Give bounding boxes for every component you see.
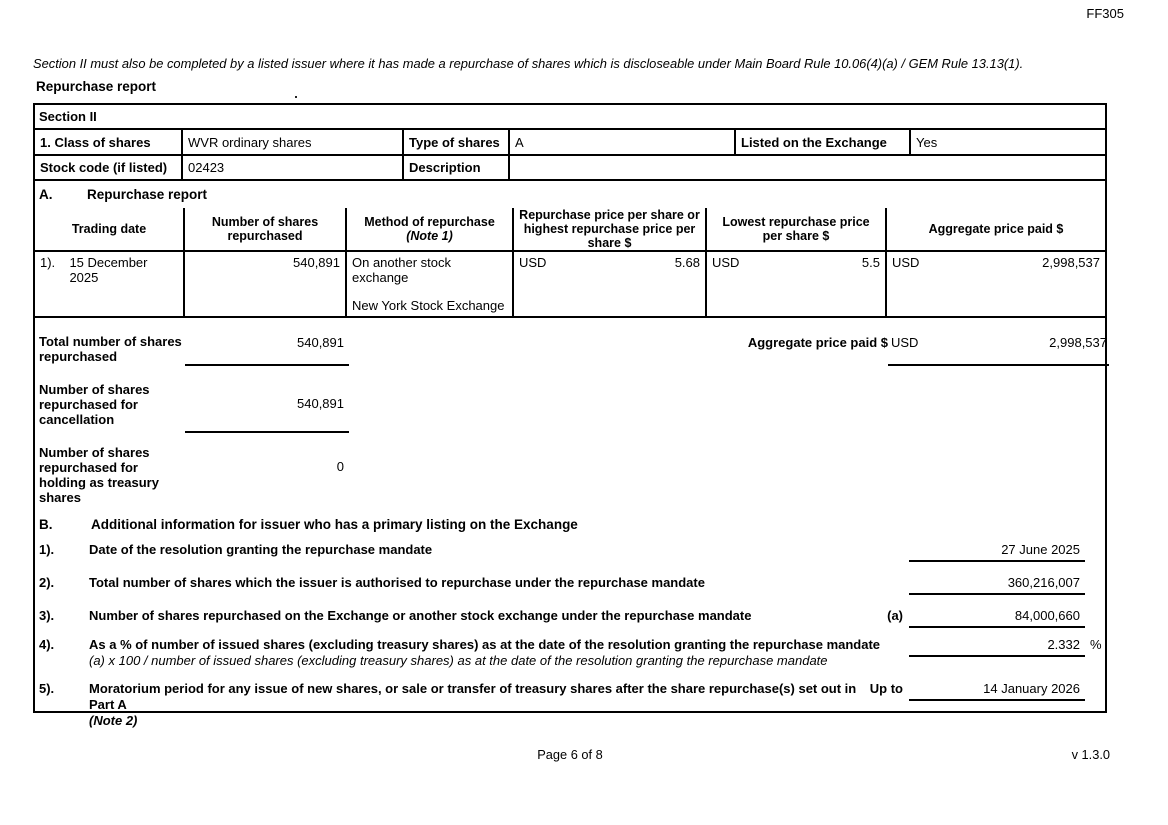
col-repurchase-price: Repurchase price per share or highest repurchase price per share $	[513, 208, 706, 251]
lowest-price-cell	[706, 251, 886, 317]
table-row	[35, 251, 1105, 317]
b-item-3-text: Number of shares repurchased on the Exchange or another stock exchange under the repurchase mandate	[89, 608, 752, 623]
page-title: Repurchase report	[36, 79, 157, 94]
table-header-row	[35, 208, 1105, 251]
aggregate-total-box	[888, 334, 1109, 366]
section2-info-table	[35, 130, 1105, 181]
cancellation-label: Number of shares repurchased for cancellation	[39, 382, 150, 427]
type-of-shares-value: A	[509, 130, 735, 155]
row-index: 1).	[40, 255, 56, 270]
cancellation-value: 540,891	[185, 382, 349, 433]
b-item-1-num: 1).	[39, 542, 55, 557]
b-item-4-suffix: %	[1090, 637, 1102, 652]
description-label: Description	[403, 155, 509, 180]
section-a-heading	[35, 181, 1105, 208]
col-lowest-price: Lowest repurchase price per share $	[706, 208, 886, 251]
description-value	[509, 155, 1105, 180]
b-item-4	[35, 637, 1105, 669]
col-method: Method of repurchase (Note 1)	[346, 208, 513, 251]
b-item-2-text: Total number of shares which the issuer is authorised to repurchase under the repurchase mandate	[89, 575, 705, 590]
b-item-5-value: 14 January 2026	[909, 681, 1085, 701]
trading-date-cell	[35, 251, 184, 317]
stock-code-value: 02423	[182, 155, 403, 180]
total-shares-value: 540,891	[185, 334, 349, 366]
aggregate-total-value: 2,998,537	[1049, 335, 1107, 350]
section-a-title: Repurchase report	[87, 187, 208, 202]
form-code: FF305	[1086, 6, 1124, 21]
shares-repurchased-cell: 540,891	[184, 251, 346, 317]
table-row	[35, 155, 1105, 180]
repurchase-table	[35, 208, 1105, 318]
class-of-shares-label: 1. Class of shares	[35, 130, 182, 155]
b-item-1	[35, 542, 1105, 562]
b-item-5-num: 5).	[39, 681, 55, 696]
method-cell	[346, 251, 513, 317]
method-line1: On another stock exchange	[352, 255, 451, 285]
price-currency: USD	[519, 255, 547, 270]
aggregate-value: 2,998,537	[1042, 255, 1100, 270]
section-a-letter: A.	[39, 187, 53, 202]
b-item-4-text: As a % of number of issued shares (excluding treasury shares) as at the date of the resolution granting the repurchase mandate	[89, 637, 881, 652]
col-method-note: (Note 1)	[406, 229, 453, 243]
treasury-label: Number of shares repurchased for holding as treasury shares	[39, 445, 159, 505]
b-item-4-value: 2.332	[909, 637, 1085, 657]
section2-header: Section II	[35, 105, 1105, 130]
section-b-letter: B.	[39, 517, 53, 532]
b-item-3-num: 3).	[39, 608, 55, 623]
totals-block	[35, 334, 1105, 505]
aggregate-price-cell	[886, 251, 1105, 317]
b-item-4-note: (a) x 100 / number of issued shares (excluding treasury shares) as at the date of the resolution granting the repurchase mandate	[89, 653, 828, 668]
page-number: Page 6 of 8	[537, 747, 603, 762]
cancellation-row	[35, 382, 1105, 433]
stray-mark	[295, 96, 297, 98]
lowest-currency: USD	[712, 255, 740, 270]
b-item-1-text: Date of the resolution granting the repurchase mandate	[89, 542, 433, 557]
aggregate-currency: USD	[892, 255, 920, 270]
method-line2: New York Stock Exchange	[352, 298, 505, 313]
b-item-5	[35, 681, 1105, 729]
b-item-3	[35, 608, 1105, 628]
class-of-shares-value: WVR ordinary shares	[182, 130, 403, 155]
version-label: v 1.3.0	[1071, 747, 1110, 762]
trading-date-value: 15 December 2025	[69, 255, 148, 285]
stock-code-label: Stock code (if listed)	[35, 155, 182, 180]
lowest-value: 5.5	[861, 255, 880, 270]
treasury-value: 0	[336, 459, 344, 474]
col-aggregate-price: Aggregate price paid $	[886, 208, 1105, 251]
total-shares-row	[35, 334, 1105, 366]
b-item-2-value: 360,216,007	[909, 575, 1085, 595]
treasury-row	[35, 445, 1105, 505]
section-b-title: Additional information for issuer who has a primary listing on the Exchange	[91, 517, 578, 532]
type-of-shares-label: Type of shares	[403, 130, 509, 155]
b-item-5-note: (Note 2)	[89, 713, 138, 728]
listed-on-exchange-label: Listed on the Exchange	[735, 130, 910, 155]
aggregate-total-label: Aggregate price paid $	[747, 335, 888, 350]
b-item-5-prelabel: Up to	[869, 681, 903, 696]
b-item-5-text: Moratorium period for any issue of new shares, or sale or transfer of treasury shares after the share repurchase(s) set out in Part A	[89, 681, 857, 712]
report-outer-box	[33, 103, 1107, 728]
b-item-1-value: 27 June 2025	[909, 542, 1085, 562]
price-value: 5.68	[674, 255, 700, 270]
col-shares-repurchased: Number of shares repurchased	[184, 208, 346, 251]
aggregate-total-currency: USD	[891, 335, 919, 350]
table-row	[35, 130, 1105, 155]
b-item-3-prelabel: (a)	[887, 608, 903, 623]
col-trading-date: Trading date	[35, 208, 184, 251]
intro-note: Section II must also be completed by a listed issuer where it has made a repurchase of shares which is discloseable under Main Board Rule 10.06(4)(a) / GEM Rule 13.13(1).	[33, 56, 1024, 71]
b-item-4-num: 4).	[39, 637, 55, 652]
listed-on-exchange-value: Yes	[910, 130, 1105, 155]
b-item-2-num: 2).	[39, 575, 55, 590]
b-item-2	[35, 575, 1105, 595]
total-shares-label: Total number of shares repurchased	[39, 334, 182, 364]
repurchase-price-cell	[513, 251, 706, 317]
b-item-3-value: 84,000,660	[909, 608, 1085, 628]
section-b-heading	[35, 517, 1105, 532]
